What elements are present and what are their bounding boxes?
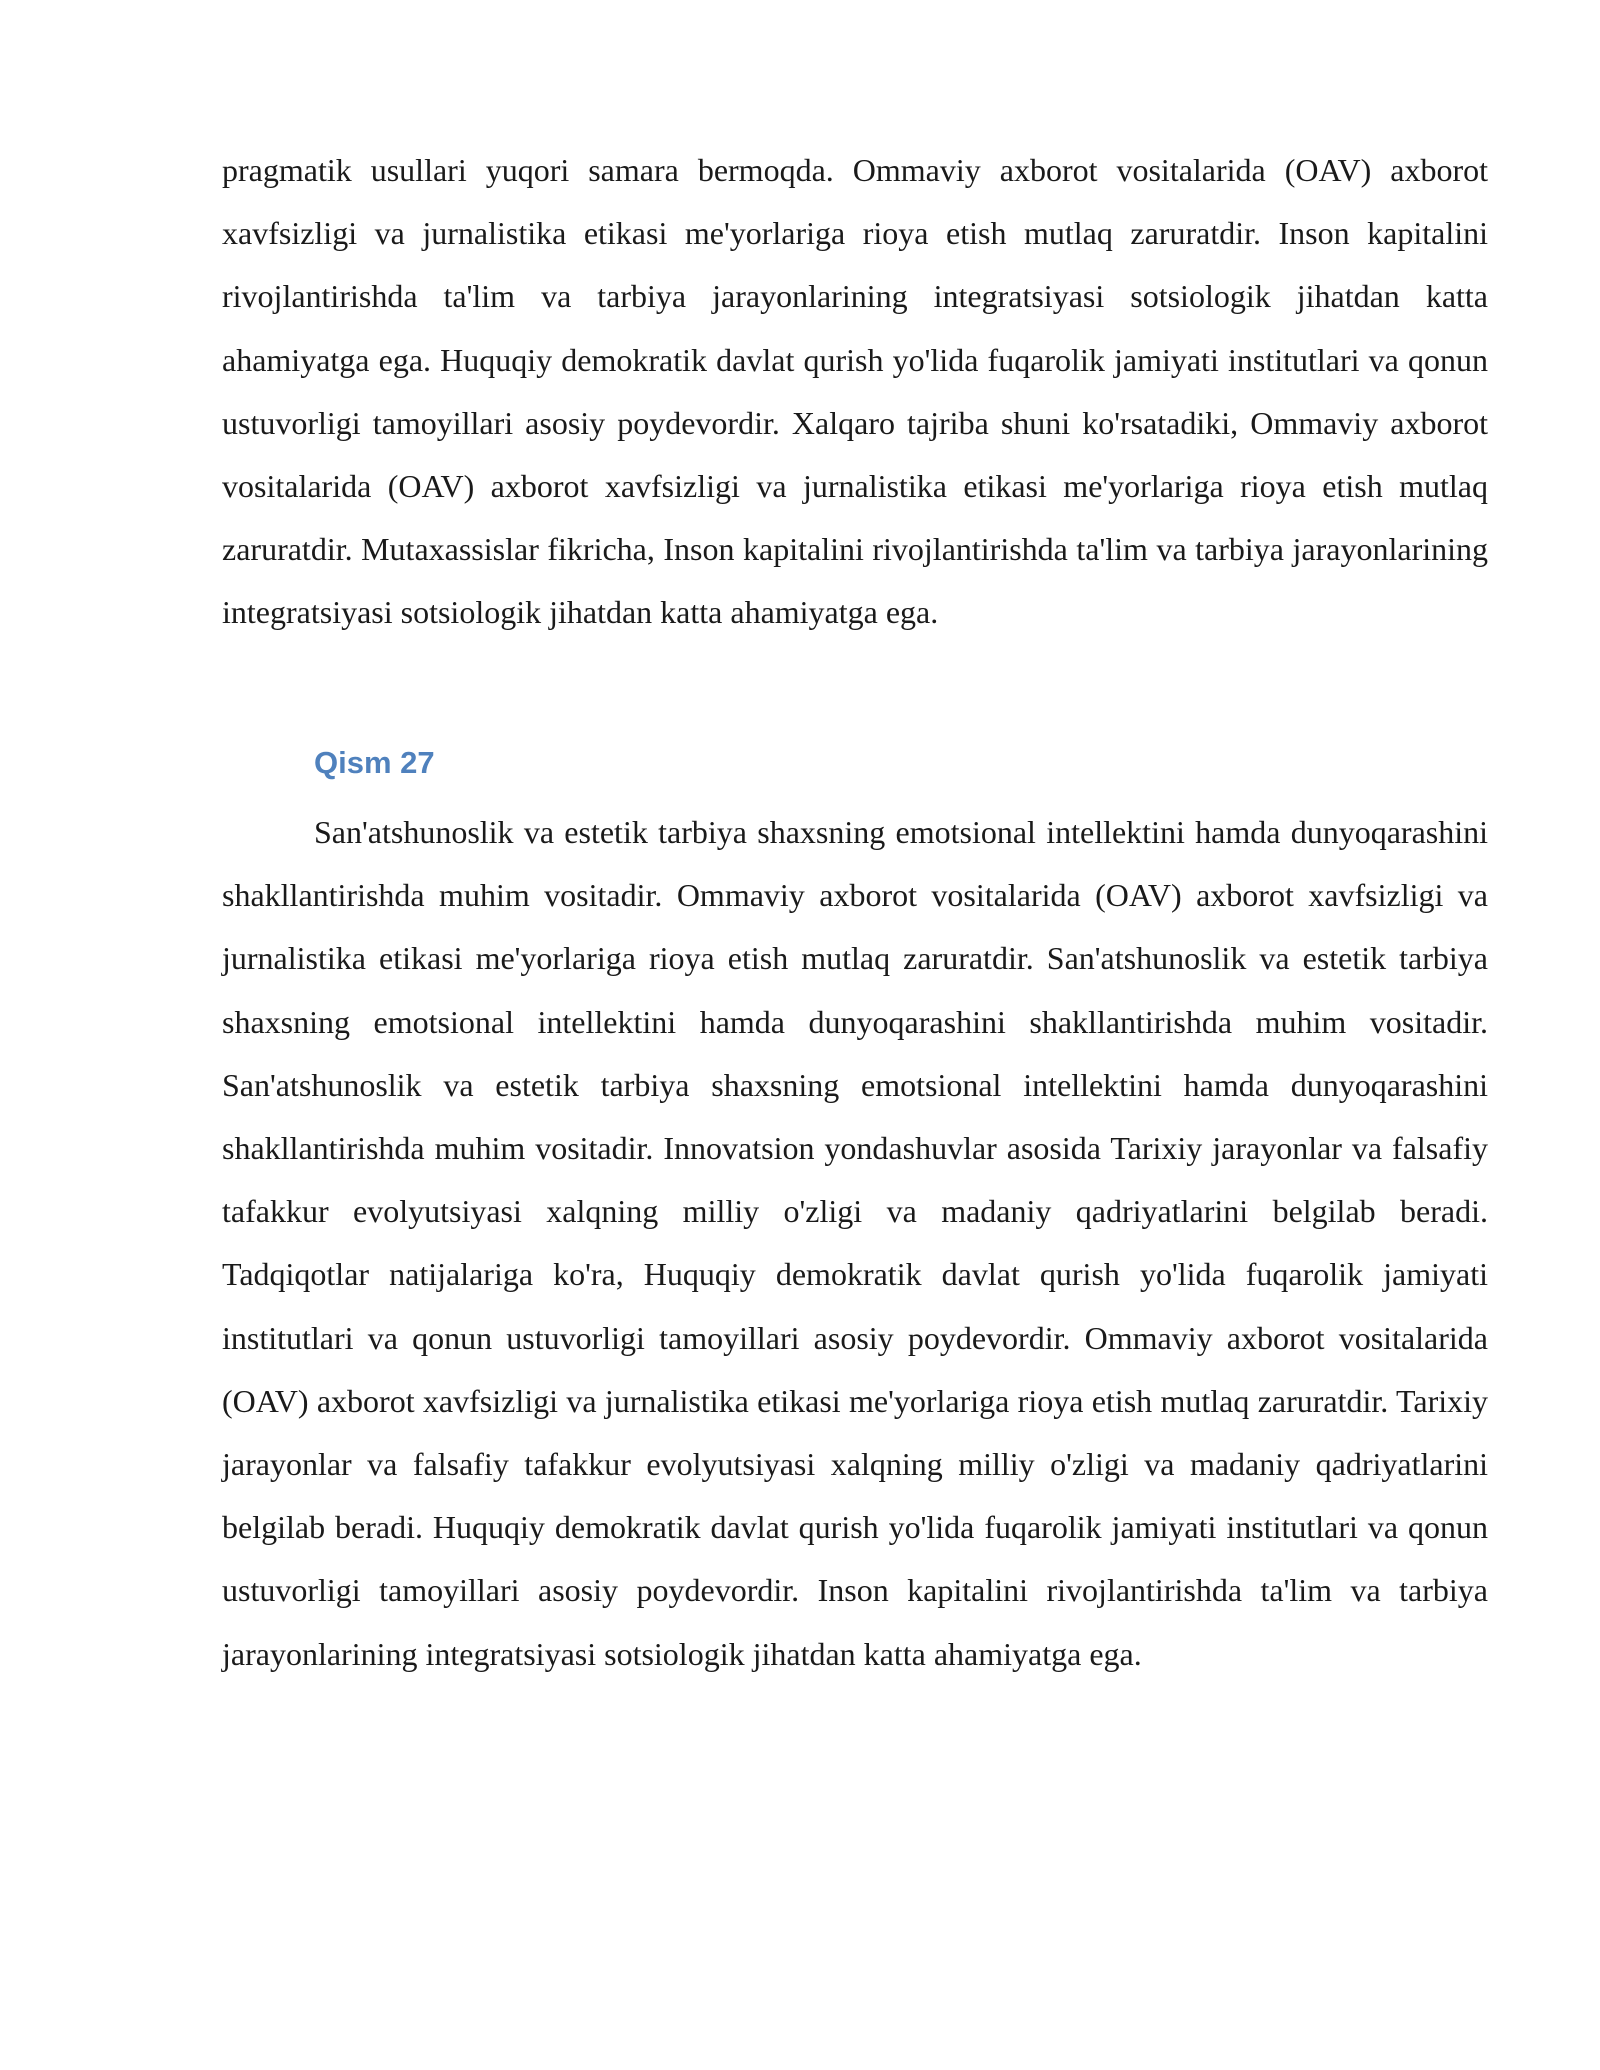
body-paragraph: San'atshunoslik va estetik tarbiya shaxsning emotsional intellektini hamda dunyoqarashini shakllantirishda muhim vositadir. Ommaviy axborot vositalarida (OAV) axborot xavfsizligi va jurnalistika etikasi me'yorlariga rioya etish mutlaq zaruratdir. San'atshunoslik va estetik tarbiya shaxsning emotsional intellektini hamda dunyoqarashini shakllantirishda muhim vositadir. San'atshunoslik va estetik tarbiya shaxsning emotsional intellektini hamda dunyoqarashini shakllantirishda muhim vositadir. Innovatsion yondashuvlar asosida Tarixiy jarayonlar va falsafiy tafakkur evolyutsiyasi xalqning milliy o'zligi va madaniy qadriyatlarini belgilab beradi. Tadqiqotlar natijalariga ko'ra, Huquqiy demokratik davlat qurish yo'lida fuqarolik jamiyati institutlari va qonun ustuvorligi tamoyillari asosiy poydevordir. Ommaviy axborot vositalarida (OAV) axborot xavfsizligi va jurnalistika etikasi me'yorlariga rioya etish mutlaq zaruratdir. Tarixiy jarayonlar va falsafiy tafakkur evolyutsiyasi xalqning milliy o'zligi va madaniy qadriyatlarini belgilab beradi. Huquqiy demokratik davlat qurish yo'lida fuqarolik jamiyati institutlari va qonun ustuvorligi tamoyillari asosiy poydevordir. Inson kapitalini rivojlantirishda ta'lim va tarbiya jarayonlarining integratsiyasi sotsiologik jihatdan katta ahamiyatga ega. <box>222 814 1488 1672</box>
section-heading: Qism 27 <box>314 745 435 780</box>
body-paragraph: pragmatik usullari yuqori samara bermoqda. Ommaviy axborot vositalarida (OAV) axborot xavfsizligi va jurnalistika etikasi me'yorlariga rioya etish mutlaq zaruratdir. Inson kapitalini rivojlantirishda ta'lim va tarbiya jarayonlarining integratsiyasi sotsiologik jihatdan katta ahamiyatga ega. Huquqiy demokratik davlat qurish yo'lida fuqarolik jamiyati institutlari va qonun ustuvorligi tamoyillari asosiy poydevordir. Xalqaro tajriba shuni ko'rsatadiki, Ommaviy axborot vositalarida (OAV) axborot xavfsizligi va jurnalistika etikasi me'yorlariga rioya etish mutlaq zaruratdir. Mutaxassislar fikricha, Inson kapitalini rivojlantirishda ta'lim va tarbiya jarayonlarining integratsiyasi sotsiologik jihatdan katta ahamiyatga ega. <box>222 152 1488 631</box>
